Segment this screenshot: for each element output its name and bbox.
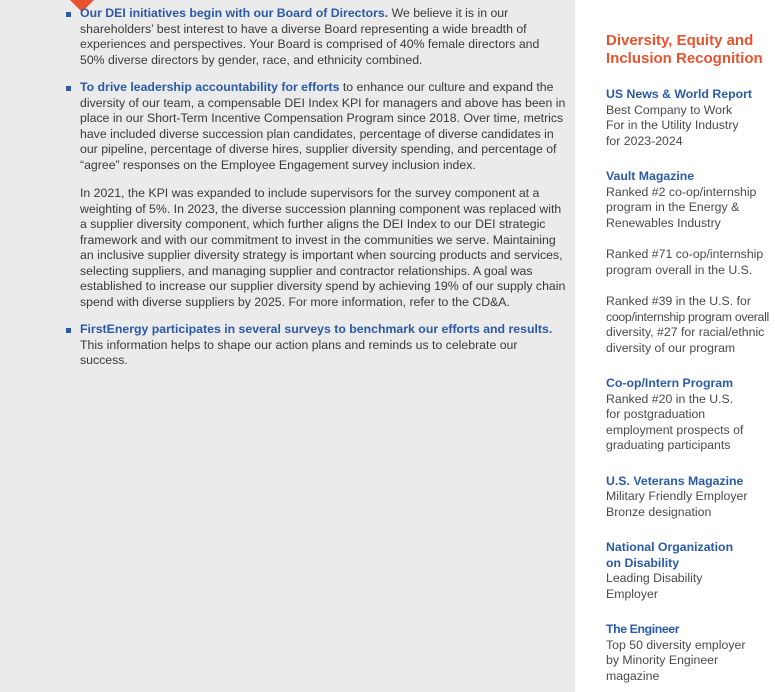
award-heading: on Disability: [606, 555, 680, 570]
award-us-news: [606, 87, 775, 149]
award-line: program in the Energy &: [606, 200, 740, 214]
recognition-sidebar: [606, 32, 775, 684]
bullet-marker: [66, 328, 71, 333]
award-line: by Minority Engineer: [606, 653, 719, 667]
bullet-lead: Our DEI initiatives begin with our Board of Directors.: [80, 6, 389, 20]
award-line: Military Friendly Employer: [606, 489, 748, 503]
bullet-marker: [66, 86, 71, 91]
bullet-board-of-directors: [66, 6, 566, 68]
award-line: coop/internship program overall: [606, 309, 769, 324]
award-line: diversity, #27 for racial/ethnic: [606, 325, 765, 339]
award-heading: US News & World Report: [606, 87, 752, 101]
award-coop-intern: [606, 376, 775, 454]
award-vault: [606, 169, 775, 231]
award-heading: National Organization: [606, 540, 734, 554]
award-line: Ranked #71 co-op/internship: [606, 247, 764, 261]
award-line: employment prospects of: [606, 422, 744, 437]
award-disability: [606, 540, 775, 602]
bullet-marker: [66, 12, 71, 17]
award-line: Top 50 diversity employer: [606, 637, 746, 652]
bullet-paragraph: In 2021, the KPI was expanded to include supervisors for the survey component at a weighting of 5%. In 2023, the diverse succession planning component was replaced with a supplier diversity component, which further aligns the DEI Index to our DEI strategic framework and with our commitment to invest in the communities we serve. Maintaining an inclusive supplier diversity strategy is important when sourcing products and services, selecting suppliers, and managing supplier and contractor relationships. A goal was established to increase our supplier diversity spend by achieving 19% of our supply chain spend with diverse suppliers by 2025. For more information, refer to the CD&A.: [80, 186, 566, 309]
bullet-leadership-accountability: [66, 80, 566, 310]
bullet-body: We believe it is in our shareholders’ best interest to have a diverse Board representing a wide breadth of experiences and perspectives. Your Board is comprised of 40% female directors and 50% diverse directors by gender, race, and ethnicity combined.: [80, 6, 540, 67]
bullet-body: to enhance our culture and expand the diversity of our team, a compensable DEI Index KPI for managers and above has been in place in our Short-Term Incentive Compensation Program since 2018. Over time, metrics have included diverse succession plan candidates, percentage of diverse candidates in our pipeline, percentage of diverse hires, supplier diversity spending, and percentage of “agree” responses on the Employee Engagement survey inclusion index.: [80, 80, 566, 172]
award-vault-diversity: [606, 294, 775, 356]
award-line: Ranked #2 co-op/internship: [606, 184, 757, 199]
award-line: Employer: [606, 586, 658, 601]
award-line: graduating participants: [606, 438, 731, 452]
award-line: Bronze designation: [606, 504, 712, 519]
bullet-body: This information helps to shape our action plans and reminds us to celebrate our success.: [80, 337, 518, 367]
award-line: magazine: [606, 668, 660, 683]
award-heading: Co-op/Intern Program: [606, 376, 734, 390]
award-line: for postgraduation: [606, 407, 706, 421]
award-heading: The Engineer: [606, 622, 680, 636]
award-line: Ranked #39 in the U.S. for: [606, 294, 751, 308]
award-line: For in the Utility Industry: [606, 118, 739, 132]
award-heading: Vault Magazine: [606, 169, 695, 183]
bullet-list: [66, 6, 566, 369]
award-line: for 2023-2024: [606, 133, 683, 148]
award-engineer: [606, 622, 775, 684]
bullet-surveys: [66, 322, 566, 369]
award-heading: U.S. Veterans Magazine: [606, 473, 744, 488]
award-line: Renewables Industry: [606, 215, 721, 230]
award-line: program overall in the U.S.: [606, 262, 753, 277]
award-veterans: [606, 474, 775, 521]
award-line: Leading Disability: [606, 571, 703, 585]
sidebar-title: Diversity, Equity and Inclusion Recognition: [606, 32, 763, 67]
award-line: Best Company to Work: [606, 102, 733, 117]
award-line: Ranked #20 in the U.S.: [606, 391, 734, 406]
award-line: diversity of our program: [606, 340, 736, 355]
bullet-lead: To drive leadership accountability for efforts: [80, 80, 340, 94]
award-vault-overall: [606, 247, 775, 278]
bullet-lead: FirstEnergy participates in several surveys to benchmark our efforts and results.: [80, 322, 553, 336]
